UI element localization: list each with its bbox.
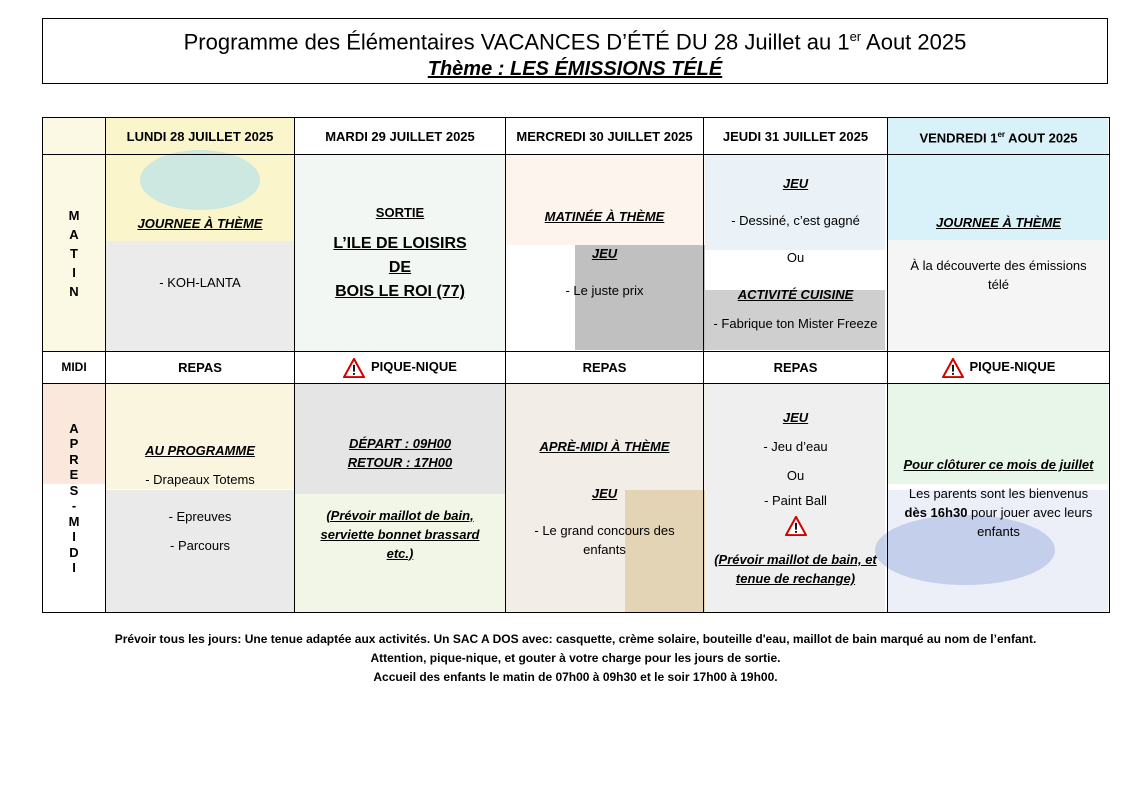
midi-mercredi: REPAS [506, 352, 704, 384]
activity-item: - Dessiné, c’est gagné [731, 212, 860, 228]
row-label-midi: MIDI [43, 352, 106, 384]
note-text: (Prévoir maillot de bain, et tenue de rechange) [714, 552, 877, 586]
activity-item: - Drapeaux Totems [145, 472, 255, 487]
activity-item: - Jeu d’eau [763, 439, 828, 454]
theme-title: Thème : LES ÉMISSIONS TÉLÉ [427, 58, 723, 81]
departure-time: DÉPART : 09H00 [348, 435, 452, 451]
matin-jeudi [704, 155, 888, 352]
activity-title: JOURNEE À THÈME [137, 216, 263, 231]
return-time: RETOUR : 17H00 [347, 454, 453, 470]
activity-subtitle: JEU [591, 245, 618, 261]
activity-title: AU PROGRAMME [145, 443, 255, 458]
day-header-jeudi: JEUDI 31 JUILLET 2025 [704, 118, 888, 155]
corner-cell [43, 118, 106, 155]
activity-title: SORTIE [375, 204, 425, 220]
apresmidi-lundi [106, 384, 295, 613]
activity-title: MATINÉE À THÈME [544, 208, 665, 224]
midi-vendredi: PIQUE-NIQUE [888, 352, 1110, 384]
program-table [42, 117, 1110, 613]
row-label-apresmidi: A P R E S - M I D I [43, 384, 106, 613]
page-title: Programme des Élémentaires VACANCES D’ÉTÉ DU 28 Juillet au 1er Aout 2025 [183, 29, 967, 55]
activity-item: - Le juste prix [565, 282, 644, 298]
matin-mercredi [506, 155, 704, 352]
destination-line: BOIS LE ROI (77) [335, 282, 465, 300]
apresmidi-jeudi [704, 384, 888, 613]
apresmidi-mardi [295, 384, 506, 613]
matin-mardi [295, 155, 506, 352]
activity-title: Pour clôturer ce mois de juillet [903, 457, 1094, 472]
warning-icon [785, 516, 807, 536]
note-text: (Prévoir maillot de bain, serviette bonnet brassard etc.) [320, 507, 480, 561]
activity-item: - Fabrique ton Mister Freeze [713, 315, 878, 331]
warning-icon [942, 358, 964, 378]
activity-item: - Epreuves [168, 509, 232, 524]
activity-subtitle: JEU [591, 486, 618, 501]
footer-notes [42, 630, 1109, 687]
day-header-mercredi: MERCREDI 30 JUILLET 2025 [506, 118, 704, 155]
footer-line: Accueil des enfants le matin de 07h00 à 09h30 et le soir 17h00 à 19h00. [373, 670, 778, 684]
activity-subtitle: JEU [782, 175, 809, 191]
or-text: Ou [786, 468, 805, 483]
or-text: Ou [786, 249, 805, 265]
midi-jeudi: REPAS [704, 352, 888, 384]
destination-line: DE [388, 258, 412, 276]
apresmidi-row [43, 384, 1110, 613]
activity-item: - Parcours [170, 538, 230, 553]
warning-icon [343, 358, 365, 378]
matin-vendredi [888, 155, 1110, 352]
destination-line: L’ILE DE LOISIRS [333, 234, 467, 252]
day-header-mardi: MARDI 29 JUILLET 2025 [295, 118, 506, 155]
activity-item: - Paint Ball [764, 493, 827, 508]
activity-text: À la découverte des émissions télé [910, 257, 1087, 292]
footer-line: Prévoir tous les jours: Une tenue adaptée aux activités. Un SAC A DOS avec: casquette, crème solaire, bouteille d'eau, maillot de bain marqué au nom de l’enfant. [114, 632, 1037, 646]
day-header-lundi: LUNDI 28 JUILLET 2025 [106, 118, 295, 155]
activity-text: Les parents sont les bienvenus dès 16h30 pour jouer avec leurs enfants [904, 486, 1093, 539]
apresmidi-vendredi [888, 384, 1110, 613]
activity-item: - KOH-LANTA [159, 275, 241, 290]
apresmidi-mercredi [506, 384, 704, 613]
activity-title: APRÈ-MIDI À THÈME [539, 439, 670, 454]
midi-lundi: REPAS [106, 352, 295, 384]
matin-row [43, 155, 1110, 352]
activity-title: ACTIVITÉ CUISINE [737, 286, 854, 302]
row-label-matin: M A T I N [43, 155, 106, 352]
matin-lundi [106, 155, 295, 352]
midi-row [43, 352, 1110, 384]
days-header-row [43, 118, 1110, 155]
midi-mardi: PIQUE-NIQUE [295, 352, 506, 384]
day-header-vendredi: VENDREDI 1er AOUT 2025 [888, 118, 1110, 155]
footer-line: Attention, pique-nique, et gouter à votre charge pour les jours de sortie. [370, 651, 781, 665]
activity-subtitle: JEU [782, 410, 809, 425]
title-box [42, 18, 1108, 84]
activity-title: JOURNEE À THÈME [936, 214, 1061, 230]
activity-item: - Le grand concours des enfants [534, 523, 675, 557]
